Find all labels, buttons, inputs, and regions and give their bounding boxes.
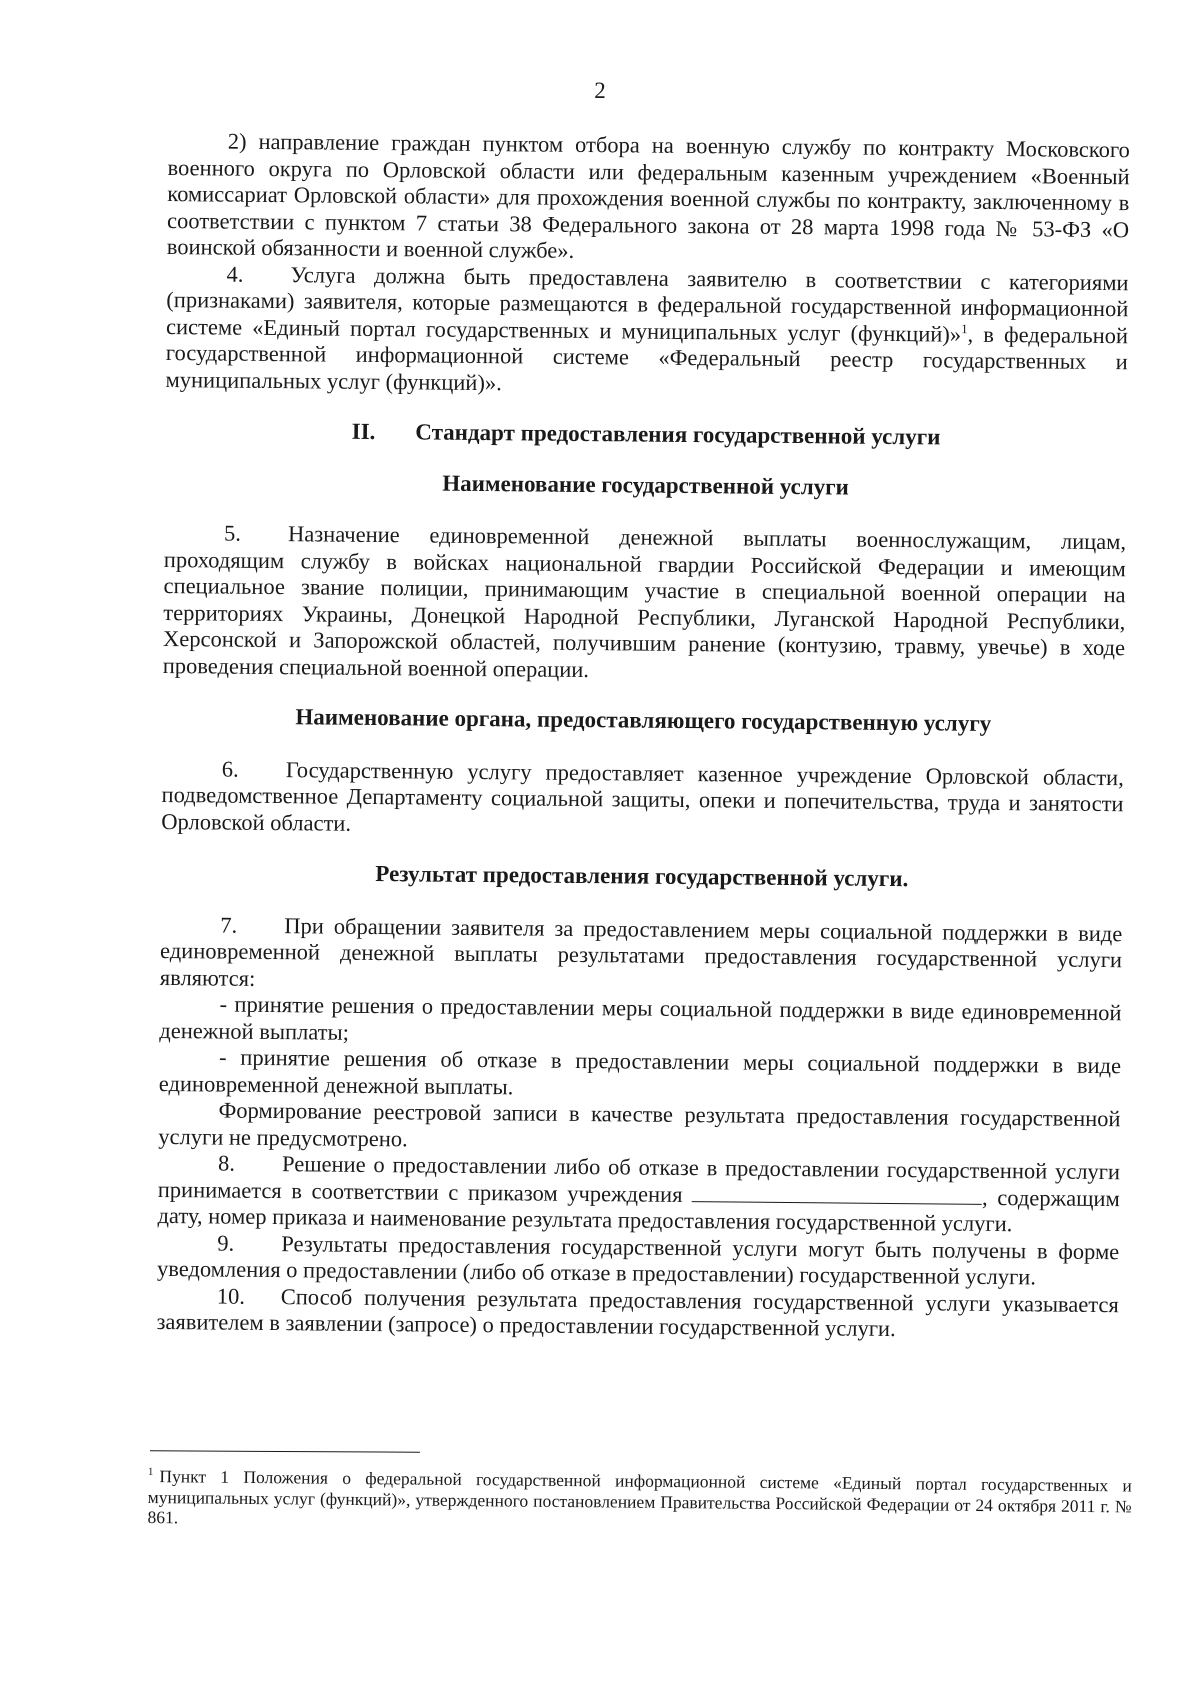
paragraph-4-text-b: , в федеральной государственной информационной системе «Федеральный реестр государственных и муниципальных услуг (функций)». (165, 321, 1129, 395)
paragraph-8-text-a: Решение о предоставлении либо об отказе в предоставлении государственной услуги принимается в соответствии с приказом учреждения (157, 1151, 1121, 1207)
paragraph-9-text: Результаты предоставления государственной услуги могут быть получены в форме уведомления о предоставлении (либо об отказе в предоставлении) государственной услуги. (156, 1230, 1120, 1290)
paragraph-5-text: Назначение единовременной денежной выплаты военнослужащим, лицам, проходящим службу в войсках национальной гвардии Российской Федерации и имеющим специальное звание полиции, принимающим участие в специальной военной операции на территориях Украины, Донецкой Народной Республики, Луганской Народной Республики, Херсонской и Запорожской областей, получившим ранение (контузию, травму, увечье) в ходе проведения специальной военной операции. (162, 521, 1127, 682)
paragraph-4-text-a: Услуга должна быть предоставлена заявителю в соответствии с категориями (признаками) заявителя, которые размещаются в федеральной государственной информационной системе «Единый портал государственных и муниципальных услуг (функций)» (165, 261, 1129, 347)
paragraph-3-item-2: 2) направление граждан пунктом отбора на военную службу по контракту Московского военного округа по Орловской области или федеральным казенным учреждением «Военный комиссариат Орловской области» для прохождения военной службы по контракту, заключенному в соответствии с пунктом 7 статьи 38 Федерального закона от 28 марта 1998 года № 53-ФЗ «О воинской обязанности и военной службе». (166, 128, 1130, 263)
page-number: 2 (594, 78, 606, 103)
result-item-grant: - принятие решения о предоставлении меры социальной поддержки в виде единовременной денежной выплаты; (159, 991, 1122, 1045)
paragraph-10 (156, 1282, 1118, 1344)
paragraph-4 (165, 260, 1128, 402)
paragraph-10-number: 10. (216, 1283, 246, 1309)
footnote-text: Пункт 1 Положения о федеральной государственной информационной системе «Единый портал государственных и муниципальных услуг (функций)», утвержденного постановлением Правительства Российской Федерации от 24 октября 2011 г. № 861. (147, 1466, 1132, 1528)
subheading-result: Результат предоставления государственной услуги. (375, 861, 909, 892)
section-title: Стандарт предоставления государственной услуги (415, 419, 941, 450)
footnote (147, 1466, 1132, 1537)
subheading-organ-name: Наименование органа, предоставляющего государственную услугу (295, 704, 992, 736)
section-roman-numeral: II. (351, 418, 376, 445)
paragraph-8 (157, 1150, 1120, 1239)
paragraph-8-number: 8. (217, 1150, 236, 1176)
footnote-reference: 1 (961, 320, 968, 336)
section-heading-2 (165, 417, 1127, 453)
paragraph-10-text: Способ получения результата предоставления государственной услуги указывается заявителем в заявлении (запросе) о предоставлении государственной услуги. (156, 1283, 1119, 1342)
paragraph-9-number: 9. (217, 1230, 235, 1256)
paragraph-5-number: 5. (223, 520, 242, 546)
paragraph-8-text-b: , содержащим дату, номер приказа и наименование результата предоставления государственной услуги. (157, 1184, 1120, 1237)
paragraph-4-number: 4. (226, 261, 244, 287)
paragraph-6-text: Государственную услугу предоставляет казенное учреждение Орловской области, подведомственное Департаменту социальной защиты, опеки и попечительства, труда и занятости Орловской области. (161, 756, 1124, 836)
result-item-refusal: - принятие решения об отказе в предоставлении меры социальной поддержки в виде единовременной денежной выплаты. (158, 1044, 1122, 1099)
paragraph-5 (163, 520, 1126, 688)
blank-fill-line (692, 1183, 982, 1205)
subheading-service-name: Наименование государственной услуги (442, 470, 849, 500)
paragraph-6-number: 6. (221, 756, 239, 782)
paragraph-6 (161, 755, 1124, 844)
paragraph-7-number: 7. (220, 912, 238, 938)
footnote-divider (150, 1450, 420, 1452)
paragraph-9 (157, 1229, 1119, 1291)
paragraph-7-text: При обращении заявителя за предоставлением меры социальной поддержки в виде единовременной денежной выплаты результатами предоставления государственной услуги являются: (159, 912, 1123, 991)
footnote-mark: 1 (147, 1466, 154, 1479)
registry-record-paragraph: Формирование реестровой записи в качестве результата предоставления государственной услуги не предусмотрено. (158, 1097, 1121, 1151)
document-body (156, 128, 1130, 1345)
paragraph-7 (160, 911, 1123, 1000)
